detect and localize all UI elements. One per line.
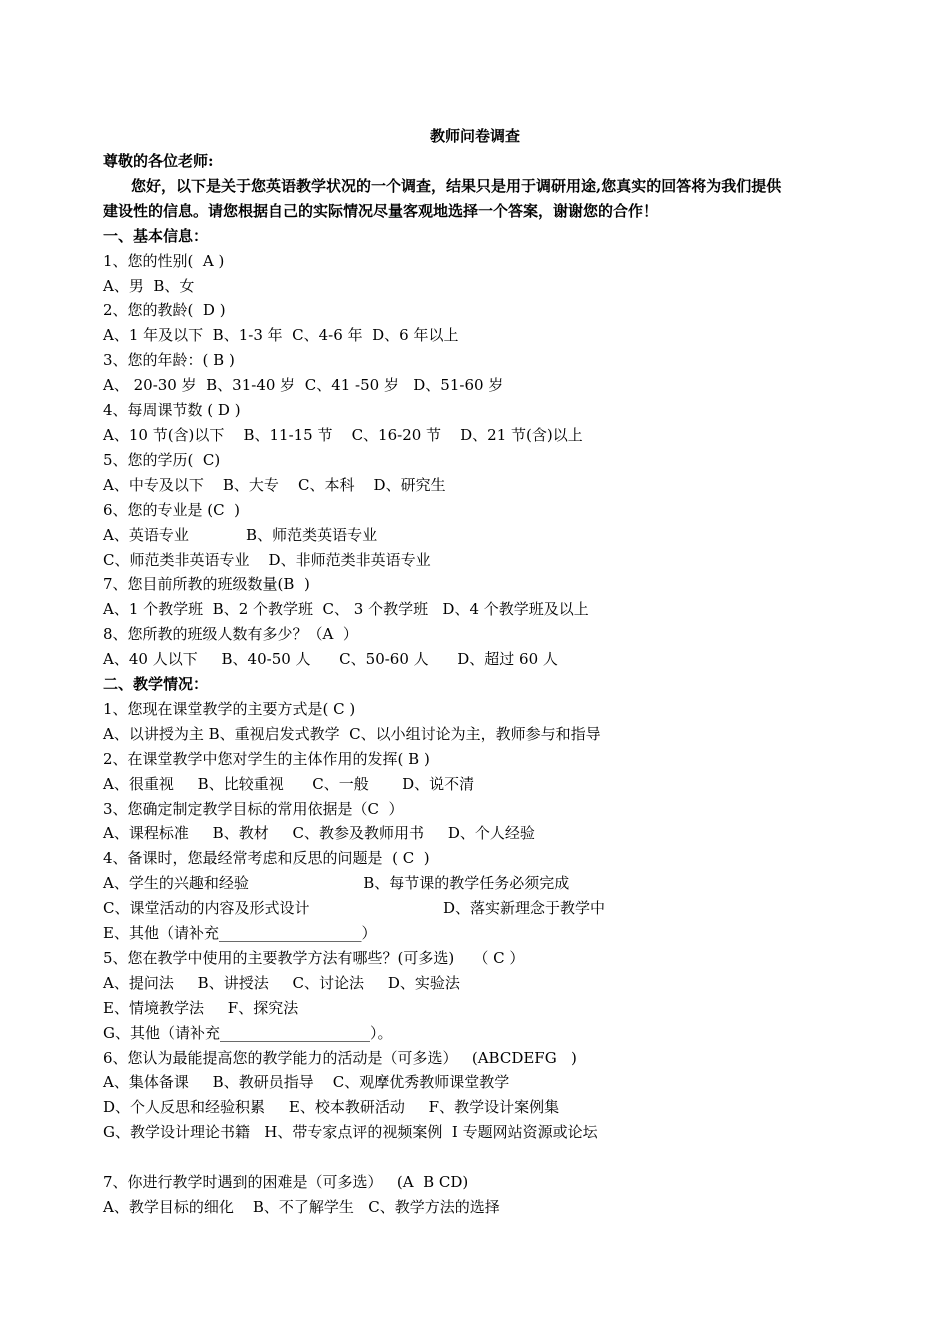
answer-options: C、师范类非英语专业 D、非师范类非英语专业 (103, 551, 431, 569)
intro-line-1: 您好，以下是关于您英语教学状况的一个调查，结果只是用于调研用途,您真实的回答将为我们提供 (131, 177, 782, 195)
question-text: 4、备课时，您最经常考虑和反思的问题是 ( C ) (103, 849, 430, 867)
question-text: 3、您的年龄：( B ) (103, 351, 235, 369)
question-text: 8、您所教的班级人数有多少？（A ） (103, 625, 358, 643)
answer-options: A、很重视 B、比较重视 C、一般 D、说不清 (103, 775, 475, 793)
section-heading-teaching: 二、教学情况： (103, 675, 209, 693)
answer-options: A、提问法 B、讲授法 C、讨论法 D、实验法 (103, 974, 460, 992)
question-text: 6、您的专业是 (C ) (103, 501, 241, 519)
question-text: 1、您的性别( A ) (103, 252, 225, 270)
page-title: 教师问卷调查 (429, 127, 520, 145)
answer-options: A、 20-30 岁 B、31-40 岁 C、41 -50 岁 D、51-60 岁 (103, 376, 504, 394)
answer-options: A、课程标准 B、教材 C、教参及教师用书 D、个人经验 (103, 824, 535, 842)
greeting: 尊敬的各位老师: (103, 152, 214, 170)
answer-options: D、个人反思和经验积累 E、校本教研活动 F、教学设计案例集 (103, 1098, 560, 1116)
question-text: 7、您目前所教的班级数量(B ) (103, 575, 310, 593)
answer-options: E、其他（请补充___________________） (103, 924, 377, 942)
question-text: 1、您现在课堂教学的主要方式是( C ) (103, 700, 356, 718)
answer-options: A、男 B、女 (103, 277, 195, 295)
answer-options: A、1 年及以下 B、1-3 年 C、4-6 年 D、6 年以上 (103, 326, 459, 344)
answer-options: A、40 人以下 B、40-50 人 C、50-60 人 D、超过 60 人 (103, 650, 558, 668)
answer-options: A、1 个教学班 B、2 个教学班 C、 3 个教学班 D、4 个教学班及以上 (103, 600, 589, 618)
question-text: 2、您的教龄( D ) (103, 301, 226, 319)
answer-options: A、集体备课 B、教研员指导 C、观摩优秀教师课堂教学 (103, 1073, 510, 1091)
answer-options: A、教学目标的细化 B、不了解学生 C、教学方法的选择 (103, 1198, 500, 1216)
intro-line-2: 建设性的信息。请您根据自己的实际情况尽量客观地选择一个答案，谢谢您的合作！ (103, 202, 659, 220)
answer-options: G、教学设计理论书籍 H、带专家点评的视频案例 I 专题网站资源或论坛 (103, 1123, 598, 1141)
question-text: 6、您认为最能提高您的教学能力的活动是（可多选） (ABCDEFG ) (103, 1049, 577, 1067)
question-text: 4、每周课节数 ( D ) (103, 401, 241, 419)
question-text: 5、您的学历( C) (103, 451, 221, 469)
question-text: 5、您在教学中使用的主要教学方法有哪些？(可多选) （ C ） (103, 949, 525, 967)
answer-options: C、课堂活动的内容及形式设计 D、落实新理念于教学中 (103, 899, 606, 917)
answer-options: E、情境教学法 F、探究法 (103, 999, 299, 1017)
answer-options: A、10 节(含)以下 B、11-15 节 C、16-20 节 D、21 节(含)以上 (103, 426, 583, 444)
section-heading-basic-info: 一、基本信息： (103, 227, 209, 245)
question-text: 7、你进行教学时遇到的困难是（可多选） (A B CD) (103, 1173, 469, 1191)
question-text: 3、您确定制定教学目标的常用依据是（C ） (103, 800, 404, 818)
answer-options: A、以讲授为主 B、重视启发式教学 C、以小组讨论为主，教师参与和指导 (103, 725, 601, 743)
answer-options: A、英语专业 B、师范类英语专业 (103, 526, 378, 544)
answer-options: G、其他（请补充____________________）。 (103, 1024, 393, 1042)
question-text: 2、在课堂教学中您对学生的主体作用的发挥( B ) (103, 750, 430, 768)
answer-options: A、中专及以下 B、大专 C、本科 D、研究生 (103, 476, 446, 494)
answer-options: A、学生的兴趣和经验 B、每节课的教学任务必须完成 (103, 874, 570, 892)
